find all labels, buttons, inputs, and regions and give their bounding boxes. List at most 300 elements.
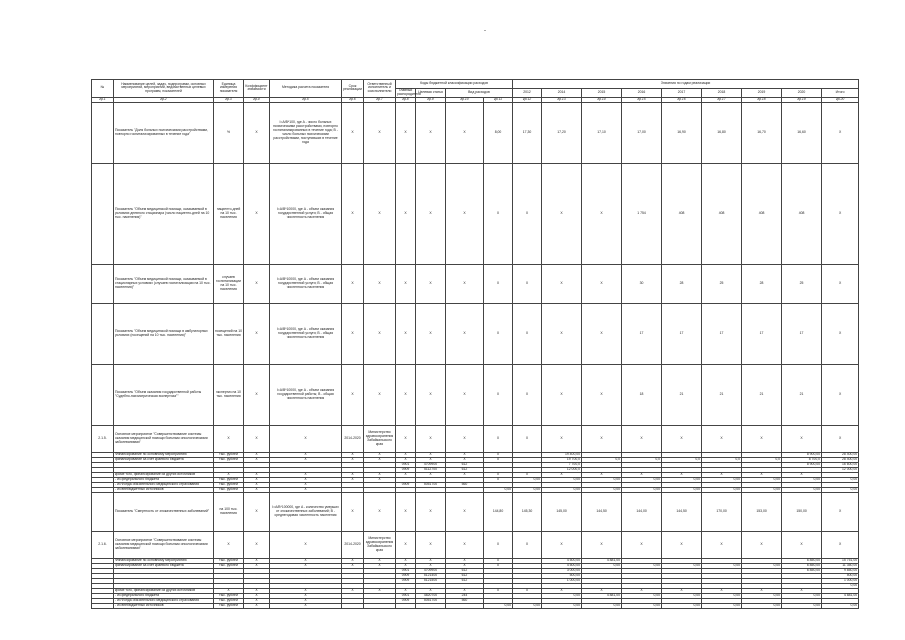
- cell: 6 850,00: [782, 558, 822, 563]
- cell: X: [582, 588, 622, 593]
- cell: X: [702, 588, 742, 593]
- cell: X: [364, 264, 396, 303]
- cell: 4 881,00: [582, 593, 622, 598]
- cell: X: [542, 425, 582, 452]
- cell: 145,00: [542, 492, 582, 531]
- csr-code: 4709900: [416, 568, 446, 573]
- cell: X: [513, 303, 542, 364]
- cell: X: [742, 472, 782, 477]
- cell: X: [822, 163, 859, 264]
- cell: 0,00: [782, 593, 822, 598]
- cell: 0,00: [622, 603, 662, 608]
- cell: 0,00: [702, 603, 742, 608]
- cell: 8 900,00: [782, 452, 822, 457]
- cell: 16,60: [782, 102, 822, 163]
- cell: X: [396, 364, 416, 425]
- cell: X: [364, 558, 396, 563]
- cell: 12 000,00: [822, 467, 859, 472]
- grbs-code: 0901: [396, 462, 416, 467]
- cell: 0,00: [702, 563, 742, 568]
- cell: 17,10: [582, 102, 622, 163]
- grbs-code: 0909: [396, 482, 416, 487]
- cell: X: [214, 588, 244, 593]
- cell: X: [244, 477, 270, 482]
- cell: X: [396, 588, 416, 593]
- cell: X: [364, 588, 396, 593]
- header-year: 2017: [662, 89, 702, 98]
- finance-label: - из внебюджетных источников: [114, 487, 214, 492]
- cell: X: [622, 531, 662, 558]
- vr-code: 612: [446, 568, 484, 573]
- cell: тыс. рублей: [214, 477, 244, 482]
- cell: X: [622, 588, 662, 593]
- cell: X: [446, 558, 484, 563]
- indicator-unit: пациенто-дней на 10 тыс. населения: [214, 163, 244, 264]
- cell: 1 000,00: [542, 578, 582, 583]
- cell: 6 850,00: [782, 563, 822, 568]
- cell: X: [782, 531, 822, 558]
- cell: X: [582, 163, 622, 264]
- page-number: -: [484, 28, 486, 34]
- finance-label: - из федерального бюджета: [114, 477, 214, 482]
- cell: X: [416, 425, 446, 452]
- indicator-method: I=A/B*100000, где A - количество умерших от злокачественных заболеваний; B - среднегодовая численность населения: [270, 492, 342, 531]
- cell: X: [484, 477, 513, 482]
- col-num: гр.16: [662, 97, 702, 102]
- measure-term: 2014-2020: [342, 425, 364, 452]
- col-num: гр.9: [416, 97, 446, 102]
- cell: X: [396, 457, 416, 462]
- finance-label: Финансирование по основному мероприятию: [114, 452, 214, 457]
- measure-number: 2.1.6.: [92, 531, 114, 558]
- cell: 500,00: [542, 573, 582, 578]
- cell: X: [446, 457, 484, 462]
- cell: X: [270, 457, 342, 462]
- indicator-name: Показатель "Объем медицинской помощи в амбулаторных условиях (посещений на 10 тыс. населения)": [114, 303, 214, 364]
- cell: X: [342, 492, 364, 531]
- cell: 21: [662, 364, 702, 425]
- cell: 0,00: [622, 593, 662, 598]
- cell: X: [702, 472, 742, 477]
- indicator-row: [92, 102, 859, 163]
- finance-label: кроме того, финансирование из других источников: [114, 472, 214, 477]
- cell: 0,0: [582, 457, 622, 462]
- cell: 28 400,00: [822, 457, 859, 462]
- program-table: [91, 79, 859, 609]
- cell: X: [244, 598, 270, 603]
- indicator-unit: на 100 тыс. населения: [214, 492, 244, 531]
- cell: 0,00: [484, 603, 513, 608]
- cell: 0,00: [662, 563, 702, 568]
- cell: 0,00: [622, 563, 662, 568]
- cell: 9 850,00: [822, 568, 859, 573]
- cell: X: [446, 264, 484, 303]
- indicator-method: I=A/B*10000, где A - объем оказания государственной услуги; B - общая численность населения: [270, 163, 342, 264]
- cell: 17,30: [513, 102, 542, 163]
- cell: X: [342, 364, 364, 425]
- cell: 25: [702, 264, 742, 303]
- cell: 0,00: [542, 593, 582, 598]
- cell: X: [244, 102, 270, 163]
- cell: X: [484, 588, 513, 593]
- csr-code: 5121400: [416, 573, 446, 578]
- header-coef: Коэффициент значимости: [244, 80, 270, 98]
- cell: 500,00: [822, 573, 859, 578]
- indicator-row: [92, 364, 859, 425]
- col-num: гр.11: [484, 97, 513, 102]
- cell: X: [364, 477, 396, 482]
- cell: X: [742, 588, 782, 593]
- grbs-code: 0901: [396, 568, 416, 573]
- header-vr: Вид расходов: [446, 89, 513, 98]
- cell: X: [244, 472, 270, 477]
- cell: X: [342, 477, 364, 482]
- cell: X: [364, 303, 396, 364]
- cell: X: [416, 563, 446, 568]
- indicator-unit: экспертиз на 10 тыс. населения: [214, 364, 244, 425]
- cell: X: [364, 163, 396, 264]
- cell: X: [244, 487, 270, 492]
- cell: X: [270, 477, 342, 482]
- col-num: гр.1: [92, 97, 114, 102]
- cell: X: [782, 425, 822, 452]
- cell: 0,0: [702, 457, 742, 462]
- cell: X: [342, 452, 364, 457]
- cell: X: [662, 588, 702, 593]
- cell: X: [342, 457, 364, 462]
- cell: X: [542, 588, 582, 593]
- cell: 1 754: [622, 163, 662, 264]
- cell: 0,0: [742, 457, 782, 462]
- indicator-unit: случаев госпитализации на 10 тыс. населения: [214, 264, 244, 303]
- cell: тыс. рублей: [214, 487, 244, 492]
- header-no: №: [92, 80, 114, 98]
- cell: X: [342, 264, 364, 303]
- cell: X: [396, 163, 416, 264]
- cell: X: [270, 593, 342, 598]
- cell: X: [542, 531, 582, 558]
- header-budget-group: Коды бюджетной классификации расходов: [396, 80, 513, 89]
- measure-name: Основное мероприятие "Совершенствование системы оказания медицинской помощи больным онкологическими заболеваниями": [114, 425, 214, 452]
- finance-label: финансирование за счет краевого бюджета: [114, 563, 214, 568]
- header-year: 2016: [622, 89, 662, 98]
- col-num: гр.13: [542, 97, 582, 102]
- measure-number: 2.1.5.: [92, 425, 114, 452]
- cell: 0,00: [582, 487, 622, 492]
- cell: X: [513, 163, 542, 264]
- cell: тыс. рублей: [214, 457, 244, 462]
- cell: X: [364, 452, 396, 457]
- cell: 8,00: [484, 102, 513, 163]
- cell: X: [662, 425, 702, 452]
- cell: 408: [742, 163, 782, 264]
- cell: X: [742, 425, 782, 452]
- cell: X: [446, 531, 484, 558]
- grbs-code: 0909: [396, 467, 416, 472]
- cell: X: [446, 588, 484, 593]
- csr-code: 5121500: [416, 578, 446, 583]
- cell: 144,00: [622, 492, 662, 531]
- cell: 0,00: [702, 593, 742, 598]
- cell: X: [416, 558, 446, 563]
- cell: 0,00: [742, 593, 782, 598]
- cell: 0,00: [662, 603, 702, 608]
- cell: X: [513, 425, 542, 452]
- grbs-code: 0909: [396, 578, 416, 583]
- indicator-method: I=A/B*10000, где A - объем оказания государственной услуги; B - общая численность населения: [270, 303, 342, 364]
- cell: X: [364, 457, 396, 462]
- cell: 144,80: [484, 492, 513, 531]
- vr-code: 612: [446, 573, 484, 578]
- col-num: гр.3: [214, 97, 244, 102]
- cell: X: [364, 102, 396, 163]
- cell: X: [446, 425, 484, 452]
- cell: X: [622, 472, 662, 477]
- cell: X: [822, 364, 859, 425]
- cell: 4 881,00: [822, 593, 859, 598]
- col-num: гр.12: [513, 97, 542, 102]
- cell: X: [416, 452, 446, 457]
- cell: X: [244, 492, 270, 531]
- cell: X: [416, 163, 446, 264]
- cell: X: [396, 303, 416, 364]
- cell: X: [513, 264, 542, 303]
- cell: тыс. рублей: [214, 558, 244, 563]
- cell: X: [484, 531, 513, 558]
- cell: 0,00: [513, 603, 542, 608]
- cell: 17: [662, 303, 702, 364]
- csr-code: 4820700: [416, 593, 446, 598]
- cell: 145,30: [513, 492, 542, 531]
- cell: 3 000,00: [542, 568, 582, 573]
- cell: X: [270, 482, 342, 487]
- cell: X: [416, 588, 446, 593]
- col-num: гр.6: [342, 97, 364, 102]
- cell: X: [542, 364, 582, 425]
- cell: X: [244, 364, 270, 425]
- cell: X: [244, 563, 270, 568]
- cell: X: [270, 531, 342, 558]
- cell: X: [484, 452, 513, 457]
- cell: X: [364, 492, 396, 531]
- cell: X: [513, 472, 542, 477]
- cell: X: [446, 492, 484, 531]
- cell: X: [244, 452, 270, 457]
- cell: 28 400,00: [822, 452, 859, 457]
- cell: X: [446, 303, 484, 364]
- cell: 1 000,00: [822, 578, 859, 583]
- cell: 4 881,00: [582, 558, 622, 563]
- csr-code: 5051700: [416, 598, 446, 603]
- header-method: Методика расчета показателя: [270, 80, 342, 98]
- col-num: гр.15: [622, 97, 662, 102]
- cell: X: [484, 563, 513, 568]
- cell: X: [214, 425, 244, 452]
- finance-label: финансирование за счет краевого бюджета: [114, 457, 214, 462]
- indicator-row: [92, 303, 859, 364]
- cell: X: [582, 364, 622, 425]
- cell: X: [742, 531, 782, 558]
- col-num: гр.20: [822, 97, 859, 102]
- cell: 21: [782, 364, 822, 425]
- cell: X: [662, 531, 702, 558]
- header-unit: Единица измерения показателя: [214, 80, 244, 98]
- cell: X: [244, 558, 270, 563]
- cell: 17: [742, 303, 782, 364]
- cell: X: [484, 558, 513, 563]
- indicator-name: Показатель "Смертность от злокачественных заболеваний": [114, 492, 214, 531]
- measure-name: Основное мероприятие "Совершенствование системы оказания медицинской помощи больным онкологическими заболеваниями": [114, 531, 214, 558]
- cell: X: [822, 425, 859, 452]
- cell: 144,50: [582, 492, 622, 531]
- finance-label: кроме того, финансирование из других источников: [114, 588, 214, 593]
- cell: X: [446, 563, 484, 568]
- cell: X: [416, 472, 446, 477]
- cell: X: [416, 364, 446, 425]
- header-row: [92, 80, 859, 89]
- cell: X: [822, 531, 859, 558]
- cell: X: [484, 457, 513, 462]
- csr-code: 4709900: [416, 462, 446, 467]
- cell: 28: [742, 264, 782, 303]
- cell: X: [342, 472, 364, 477]
- cell: 17: [782, 303, 822, 364]
- indicator-row: [92, 264, 859, 303]
- cell: X: [484, 425, 513, 452]
- cell: 12 000,0: [542, 467, 582, 472]
- header-year: 2018: [702, 89, 742, 98]
- cell: тыс. рублей: [214, 563, 244, 568]
- cell: 0,00: [822, 477, 859, 482]
- finance-label: - из Фонда обязательного медицинского страхования: [114, 482, 214, 487]
- cell: 0,00: [662, 593, 702, 598]
- cell: 0,00: [582, 477, 622, 482]
- cell: X: [396, 452, 416, 457]
- cell: X: [244, 588, 270, 593]
- cell: X: [244, 531, 270, 558]
- col-num: гр.2: [114, 97, 214, 102]
- cell: 0,00: [742, 477, 782, 482]
- indicator-name: Показатель "Объем медицинской помощи, оказываемой в стационарных условиях (случаев госпитализации на 10 тыс. населения)": [114, 264, 214, 303]
- cell: X: [364, 364, 396, 425]
- col-num: гр.4: [244, 97, 270, 102]
- cell: 28: [662, 264, 702, 303]
- col-num: гр.18: [742, 97, 782, 102]
- cell: X: [542, 264, 582, 303]
- cell: X: [484, 264, 513, 303]
- finance-label: Финансирование по основному мероприятию: [114, 558, 214, 563]
- finance-label: - из федерального бюджета: [114, 593, 214, 598]
- cell: X: [342, 588, 364, 593]
- header-total: Итого: [822, 89, 859, 98]
- cell: X: [822, 102, 859, 163]
- cell: 408: [782, 163, 822, 264]
- cell: X: [582, 531, 622, 558]
- cell: 30: [622, 264, 662, 303]
- indicator-unit: посещений на 10 тыс. населения: [214, 303, 244, 364]
- cell: X: [342, 102, 364, 163]
- cell: 0,00: [622, 477, 662, 482]
- cell: 8 700,0: [782, 457, 822, 462]
- cell: 7 700,0: [542, 462, 582, 467]
- cell: X: [270, 563, 342, 568]
- cell: тыс. рублей: [214, 598, 244, 603]
- cell: X: [542, 163, 582, 264]
- cell: X: [782, 472, 822, 477]
- cell: X: [513, 588, 542, 593]
- cell: X: [416, 457, 446, 462]
- cell: 16,70: [742, 102, 782, 163]
- cell: X: [270, 472, 342, 477]
- cell: 17,20: [542, 102, 582, 163]
- finance-row: [92, 603, 859, 608]
- finance-label: - из внебюджетных источников: [114, 603, 214, 608]
- cell: X: [270, 487, 342, 492]
- indicator-method: I=A/B*100, где A - число больных психическими расстройствами, повторно госпитализированных в течение года; B - число больных психическими расстройствами, поступивших в течение года: [270, 102, 342, 163]
- cell: X: [396, 102, 416, 163]
- cell: X: [270, 588, 342, 593]
- cell: 0,00: [702, 477, 742, 482]
- cell: X: [244, 425, 270, 452]
- cell: 4 500,00: [542, 558, 582, 563]
- vr-code: 244: [446, 593, 484, 598]
- cell: 17: [702, 303, 742, 364]
- indicator-name: Показатель "Объем медицинской помощи, оказываемой в условиях дневного стационара (число пациенто-дней на 10 тыс. населения)": [114, 163, 214, 264]
- cell: X: [513, 364, 542, 425]
- cell: 0,00: [782, 487, 822, 492]
- cell: X: [244, 482, 270, 487]
- vr-code: 560: [446, 482, 484, 487]
- vr-code: 612: [446, 462, 484, 467]
- cell: X: [416, 303, 446, 364]
- measure-executor: Министерство здравоохранения Забайкальского края: [364, 425, 396, 452]
- cell: X: [416, 102, 446, 163]
- cell: X: [446, 452, 484, 457]
- cell: X: [396, 472, 416, 477]
- cell: X: [702, 425, 742, 452]
- cell: X: [446, 102, 484, 163]
- cell: 0,00: [542, 603, 582, 608]
- cell: 0,00: [742, 487, 782, 492]
- header-year: 2019: [742, 89, 782, 98]
- header-grbs: Главный распорядитель: [397, 88, 421, 96]
- cell: тыс. рублей: [214, 593, 244, 598]
- cell: 16,90: [662, 102, 702, 163]
- cell: 0,00: [622, 487, 662, 492]
- cell: X: [662, 472, 702, 477]
- measure-term: 2014-2020: [342, 531, 364, 558]
- cell: 144,50: [662, 492, 702, 531]
- cell: X: [270, 452, 342, 457]
- cell: X: [484, 163, 513, 264]
- cell: 19 400,00: [542, 452, 582, 457]
- cell: 15 751,00: [822, 558, 859, 563]
- cell: X: [214, 531, 244, 558]
- header-values-group: Значения по годам реализации: [513, 80, 859, 89]
- cell: 8 900,00: [782, 462, 822, 467]
- cell: X: [582, 472, 622, 477]
- cell: 25: [782, 264, 822, 303]
- cell: 0,00: [542, 477, 582, 482]
- cell: 0,00: [782, 603, 822, 608]
- cell: X: [244, 603, 270, 608]
- cell: X: [582, 303, 622, 364]
- cell: тыс. рублей: [214, 482, 244, 487]
- indicator-row: [92, 492, 859, 531]
- cell: X: [822, 264, 859, 303]
- cell: X: [396, 264, 416, 303]
- indicator-unit: %: [214, 102, 244, 163]
